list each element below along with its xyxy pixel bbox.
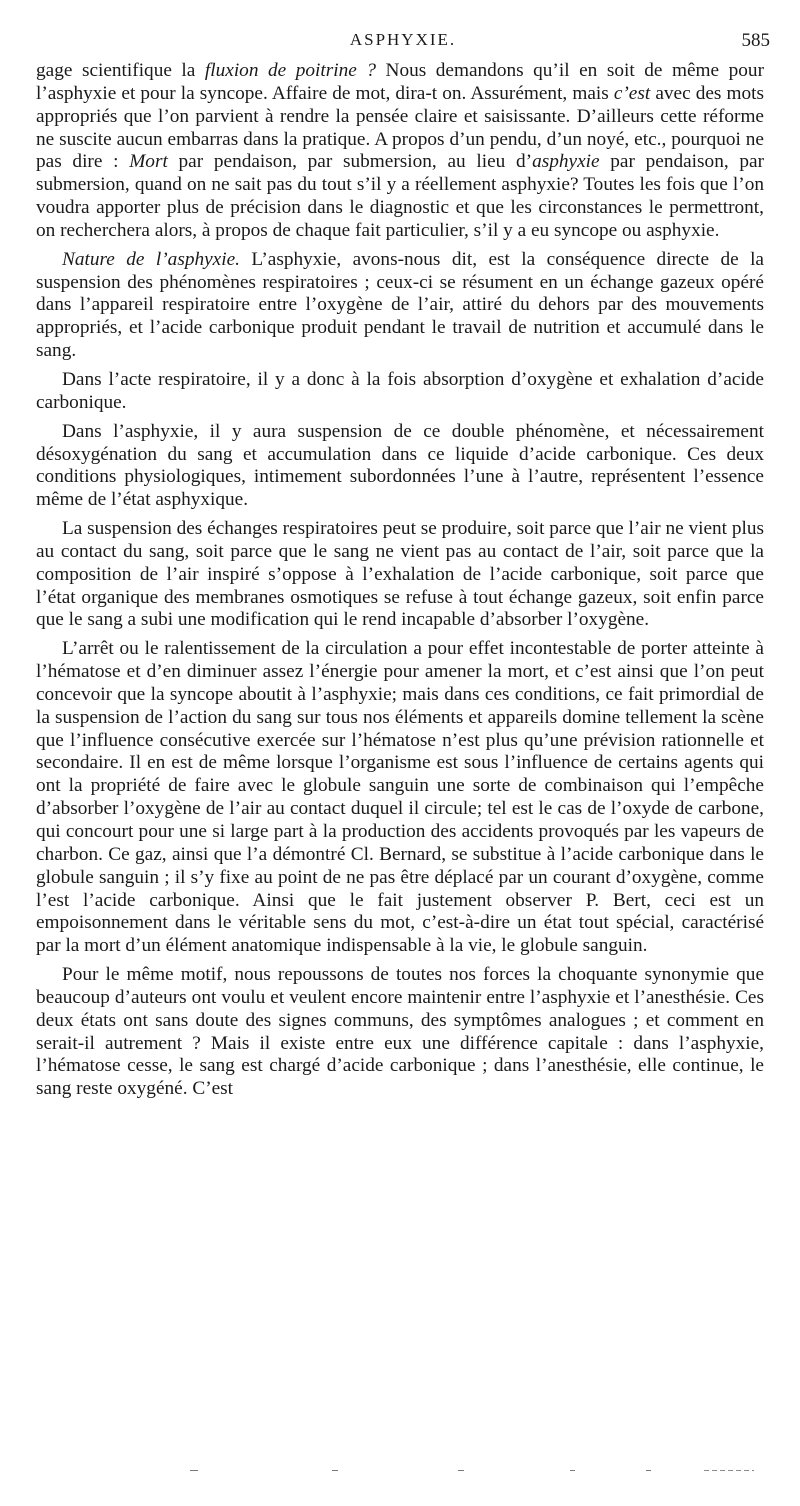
italic-text: Nature de l’asphyxie. [62,248,240,270]
page-number: 585 [741,30,770,51]
text-run: avec des mots appropriés que l’on parvient à rendre la pensée claire et saisissante. D’ailleurs cette réforme ne suscite aucun embarras dans la pratique. A propos d’un pendu, d’un noyé, etc., pourquoi ne pas dire : [36,82,764,173]
italic-text: asphyxie [532,151,600,173]
printer-mark [704,1470,754,1471]
paragraph [36,60,764,243]
paragraph [36,249,764,363]
paragraph [36,369,764,415]
printer-mark [570,1470,575,1471]
text-run: Dans l’acte respiratoire, il y a donc à la fois absorption d’oxygène et exhalation d’acide carbonique. [36,368,764,413]
italic-text: c’est [613,82,651,104]
text-run: par pendaison, par submersion, au lieu d’ [167,151,533,173]
text-run: Nous demandons qu’il en soit de même pour l’asphyxie et pour la syncope. Affaire de mot, dira-t on. Assurément, mais [36,60,764,104]
text-run: Pour le même motif, nous repoussons de toutes nos forces la choquante synonymie que beaucoup d’auteurs ont voulu et veulent encore maintenir entre l’asphyxie et l’anesthésie. Ces deux états ont sans doute des signes communs, des symptômes analogues ; et comment en serait-il autrement ? Mais il existe entre eux une différence capitale : dans l’asphyxie, l’hématose cesse, le sang est chargé d’acide carbonique ; dans l’anesthésie, elle continue, le sang reste oxygéné. C’est [36,964,764,1100]
text-run: par pendaison, par submersion, quand on ne sait pas du tout s’il y a réellement asphyxie? Toutes les fois que l’on voudra apporter plus de précision dans le diagnostic et que les circonstances le permettront, on recherchera alors, à propos de chaque fait particulier, s’il y a eu syncope ou asphyxie. [36,151,765,241]
running-header [36,30,770,54]
running-title: ASPHYXIE. [349,30,457,49]
paragraph [36,964,764,1101]
footer-printer-marks [190,1464,760,1478]
text-run: La suspension des échanges respiratoires peut se produire, soit parce que l’air ne vient plus au contact du sang, soit parce que le sang ne vient pas au contact de l’air, soit parce que la composition de l’air inspiré s’oppose à l’exhalation de l’acide carbonique, soit parce que l’état organique des membranes osmotiques se refuse à tout échange gazeux, soit enfin parce que le sang a subi une modification qui le rend incapable d’absorber l’oxygène. [36,518,764,631]
printer-mark [190,1470,198,1471]
text-run: Dans l’asphyxie, il y aura suspension de ce double phénomène, et nécessairement désoxygénation du sang et accumulation dans ce liquide d’acide carbonique. Ces deux conditions physiologiques, intimement subordonnées l’une à l’autre, représentent l’essence même de l’état asphyxique. [36,420,764,511]
paragraph [36,518,764,632]
italic-text: fluxion de poitrine ? [204,60,376,81]
text-run: gage scientifique la [36,60,205,81]
paragraph [36,638,764,958]
paragraph [36,421,764,512]
printer-mark [332,1470,338,1471]
printer-mark [646,1470,651,1471]
italic-text: Mort [129,151,168,173]
text-run: L’asphyxie, avons-nous dit, est la conséquence directe de la suspension des phénomènes respiratoires ; ceux-ci se résument en un échange gazeux opéré dans l’appareil respiratoire entre l’oxygène de l’air, attiré du dehors par des mouvements appropriés, et l’acide carbonique produit pendant le travail de nutrition et accumulé dans le sang. [36,248,764,362]
body-text [36,60,764,1101]
text-run: L’arrêt ou le ralentissement de la circulation a pour effet incontestable de porter atteinte à l’hématose et d’en diminuer assez l’énergie pour amener la mort, et c’est ainsi que l’on peut concevoir que la syncope aboutit à l’asphyxie; mais dans ces conditions, ce fait primordial de la suspension de l’action du sang sur tous nos éléments et appareils domine tellement la scène que l’influence consécutive exercée sur l’hématose n’est plus qu’une prévision rationnelle et secondaire. Il en est de même lorsque l’organisme est sous l’influence de certains agents qui ont la propriété de faire avec le globule sanguin une sorte de combinaison qui l’empêche d’absorber l’oxygène de l’air au contact duquel il circule; tel est le cas de l’oxyde de carbone, qui concourt pour une si large part à la production des accidents provoqués par les vapeurs de charbon. Ce gaz, ainsi que l’a démontré Cl. Bernard, se substitue à l’acide carbonique dans le globule sanguin ; il s’y fixe au point de ne pas être déplacé par un courant d’oxygène, comme l’est l’acide carbonique. Ainsi que le fait justement observer P. Bert, ceci est un empoisonnement dans le véritable sens du mot, c’est-à-dire un état tout spécial, caractérisé par la mort d’un élément anatomique indispensable à la vie, le globule sanguin. [36,638,764,957]
printer-mark [458,1470,464,1471]
